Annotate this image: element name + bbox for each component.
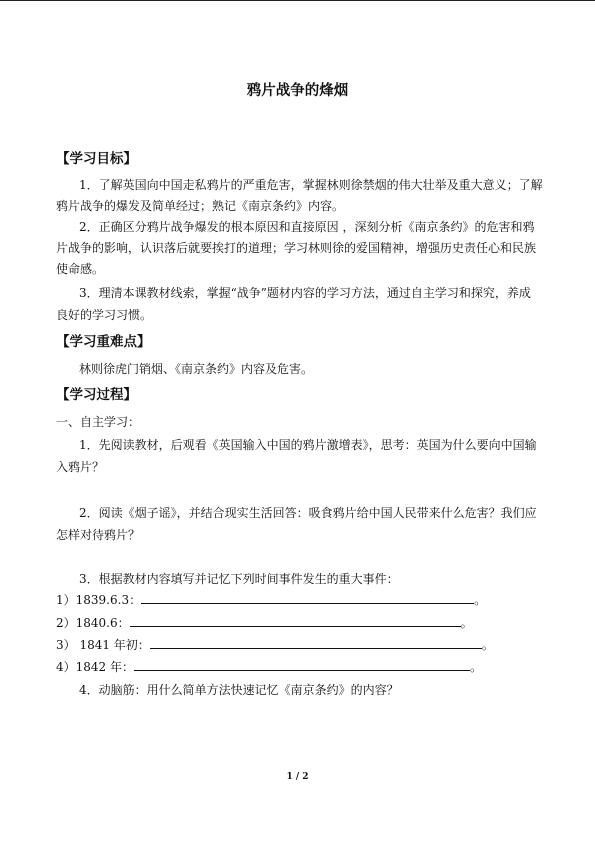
question-2-line-2: 怎样对待鸦片？ <box>56 528 141 542</box>
goal-2-line-1: 2．正确区分鸦片战争爆发的根本原因和直接原因 ，深刻分析《南京条约》的危害和鸦 <box>79 220 535 234</box>
question-4: 4．动脑筋：用什么简单方法快速记忆《南京条约》的内容？ <box>79 683 399 697</box>
goal-3-line-1: 3．理清本课教材线索，掌握“战争”题材内容的学习方法，通过自主学习和探究，养成 <box>79 286 531 300</box>
goal-1-line-1: 1．了解英国向中国走私鸦片的严重危害，掌握林则徐禁烟的伟大壮举及重大意义；了解 <box>79 178 543 192</box>
fill-item-3-label: 3） 1841 年初： <box>56 638 150 652</box>
fill-item-2 <box>56 614 473 631</box>
fill-item-4-label: 4）1842 年： <box>56 660 134 674</box>
fill-item-4-blank[interactable] <box>134 659 470 671</box>
question-2-line-1: 2．阅读《烟子谣》，并结合现实生活回答：吸食鸦片给中国人民带来什么危害？我们应 <box>79 506 537 520</box>
page-top-rule <box>0 0 595 1</box>
fill-item-3 <box>56 636 494 653</box>
process-heading: 【学习过程】 <box>56 387 137 403</box>
question-1-line-1: 1．先阅读教材，后观看《英国输入中国的鸦片激增表》，思考：英国为什么要向中国输 <box>79 438 537 452</box>
goal-1-line-2: 鸦片战争的爆发及简单经过；熟记《南京条约》内容。 <box>56 199 345 213</box>
fill-item-2-label: 2）1840.6： <box>56 616 130 630</box>
goal-3-line-2: 良好的学习习惯。 <box>56 308 153 322</box>
fill-item-1-period: 。 <box>474 593 487 607</box>
goal-2-line-2: 片战争的影响，认识落后就要挨打的道理；学习林则徐的爱国精神，增强历史责任心和民族 <box>56 241 537 255</box>
fill-item-2-blank[interactable] <box>130 615 461 627</box>
key-points-heading: 【学习重难点】 <box>56 334 151 350</box>
fill-item-4-period: 。 <box>470 660 483 674</box>
fill-item-2-period: 。 <box>460 616 473 630</box>
key-points-text: 林则徐虎门销烟、《南京条约》内容及危害。 <box>79 362 314 376</box>
fill-item-4 <box>56 658 482 675</box>
self-study-heading: 一、自主学习： <box>56 415 141 429</box>
question-3: 3．根据教材内容填写并记忆下列时间事件发生的重大事件： <box>79 572 399 586</box>
page-number: 1 / 2 <box>286 772 309 782</box>
fill-item-1-blank[interactable] <box>141 592 474 604</box>
fill-item-1 <box>56 591 486 608</box>
question-1-line-2: 入鸦片？ <box>56 460 105 474</box>
document-title: 鸦片战争的烽烟 <box>246 82 349 99</box>
fill-item-3-blank[interactable] <box>150 637 482 649</box>
goals-heading: 【学习目标】 <box>56 151 137 167</box>
goal-2-line-3: 使命感。 <box>56 262 105 276</box>
fill-item-3-period: 。 <box>481 638 494 652</box>
fill-item-1-label: 1）1839.6.3： <box>56 593 142 607</box>
